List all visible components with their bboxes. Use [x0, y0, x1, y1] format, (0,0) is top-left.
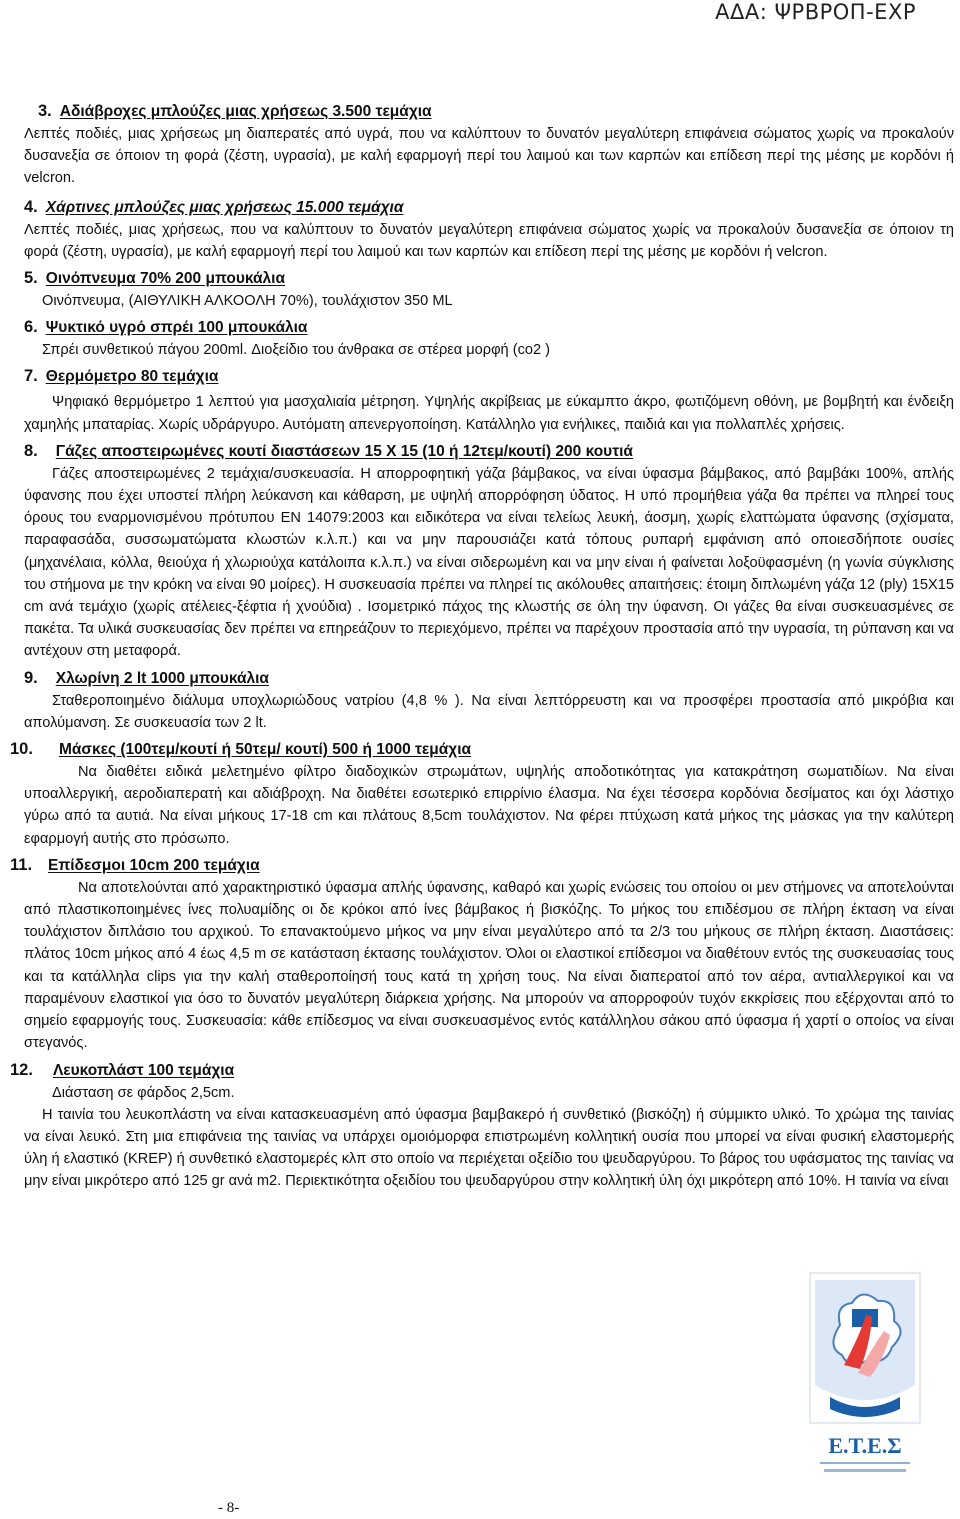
item-text: Ψηφιακό θερμόμετρο 1 λεπτού για μασχαλιαία μέτρηση. Υψηλής ακρίβειας με εύκαμπτο άκρο, φωτιζόμενη οθόνη, με βομβητή και ένδειξη χαμηλής μπαταρίας. Χωρίς υδράργυρο. Αυτόματη απενεργοποίηση. Κατάλληλο για ενήλικες, παιδιά και για πολλαπλές χρήσεις.	[24, 394, 954, 433]
item-3	[10, 100, 954, 123]
page-number: - 8-	[218, 1500, 240, 1516]
logo-text: Ε.Τ.Ε.Σ	[828, 1433, 902, 1458]
item-11	[10, 854, 954, 1055]
item-text: Σταθεροποιημένο διάλυμα υποχλωριώδους νατρίου (4,8 % ). Να είναι λεπτόρρευστη και να προσφέρει προστασία από μικρόβια και απολύμανση. Σε συσκευασία των 2 lt.	[24, 692, 954, 731]
item-heading: 10. Μάσκες (100τεμ/κουτί ή 50τεμ/ κουτί) 500 ή 1000 τεμάχια	[10, 740, 472, 759]
item-heading: 8. Γάζες αποστειρωμένες κουτί διαστάσεων 15 Χ 15 (10 ή 12τεμ/κουτί) 200 κουτιά	[24, 441, 633, 460]
item-heading: 12. Λευκοπλάστ 100 τεμάχια	[10, 1060, 235, 1079]
item-9	[10, 667, 954, 734]
item-4	[10, 196, 954, 263]
item-text: Να διαθέτει ειδικά μελετημένο φίλτρο διαδοχικών στρωμάτων, υψηλής αποδοτικότητας για κατακράτηση σωματιδίων. Να είναι υποαλλεργική, αεροδιαπερατή και αδιάβροχη. Να διαθέτει εσωτερικό επιρρίνιο έλασμα. Να έχει τέσσερα κορδόνια δεσίματος και όχι λάστιχο γύρω από τα αυτιά. Να είναι μήκους 17-18 cm και πλάτους 8,5cm τουλάχιστον. Να φέρει πτύχωση κατά μήκος της μάσκας για την καλύτερη εφαρμογή αυτής στο πρόσωπο.	[24, 764, 954, 847]
document-body	[10, 100, 954, 1193]
item-heading: 3. Αδιάβροχες μπλούζες μιας χρήσεως 3.500 τεμάχια	[38, 102, 432, 120]
item-heading: 5. Οινόπνευμα 70% 200 μπουκάλια	[24, 269, 285, 288]
item-12	[10, 1059, 954, 1193]
item-heading: 4. Χάρτινες μπλούζες μιας χρήσεως 15.000 τεμάχια	[24, 197, 404, 216]
item-7	[10, 365, 954, 435]
ada-header: ΑΔΑ: ΨΡΒΡΟΠ-ΕΧΡ	[715, 0, 916, 24]
item-text: Διάσταση σε φάρδος 2,5cm.	[52, 1084, 235, 1101]
item-heading: 11. Επίδεσμοι 10cm 200 τεμάχια	[10, 855, 260, 874]
etes-logo	[800, 1265, 930, 1505]
item-text: Να αποτελούνται από χαρακτηριστικό ύφασμα απλής ύφανσης, καθαρό και χωρίς ενώσεις του οποίου οι μεν στήμονες να αποτελούνται από πλαστικοποιημένες ίνες πολυαμίδης οι δε κρόκοι από ίνες βάμβακος ή βισκόζης. Το μήκος του επιδέσμου σε πλήρη έκταση να είναι τουλάχιστον διπλάσιο του αρχικού. Το επανακτούμενο μήκος να μην είναι μεγαλύτερο από τα 2/3 του μήκους σε πλήρη έκταση. Διαστάσεις: πλάτος 10cm μήκος από 4 έως 4,5 m σε κατάσταση έκτασης τουλάχιστον. Όλοι οι ελαστικοί επίδεσμοι να διαθέτουν εντός της συσκευασίας τους και τα κατάλληλα clips για την καλή σταθεροποίησή τους κατά τη χρήση τους. Να είναι διαπερατοί από τον αέρα, αντιαλλεργικοί και να παραμένουν ελαστικοί για όσο το δυνατόν μεγαλύτερη διάρκεια χρήσης. Να μπορούν να απορροφούν τυχόν εκκρίσεις που εξέρχονται από το σημείο εφαρμογής τους. Συσκευασία: κάθε επίδεσμος να είναι συσκευασμένος εντός κατάλληλου σάκου από ύφασμα ή χαρτί ο οποίος να είναι στεγανός.	[24, 879, 954, 1052]
item-10	[10, 738, 954, 850]
logo-subtitle-bar	[824, 1469, 906, 1472]
item-text: Λεπτές ποδιές, μιας χρήσεως, που να καλύπτουν το δυνατόν μεγαλύτερη επιφάνεια σώματος χωρίς να προκαλούν δυσανεξία σε όποιον τη φορά (ζέστη, υγρασία), με καλή εφαρμογή περί του λαιμού και των καρπών και επίδεση περί της μέσης με κορδόνι ή velcron.	[24, 221, 954, 260]
item-text: Οινόπνευμα, (ΑΙΘΥΛΙΚΗ ΑΛΚΟΟΛΗ 70%), τουλάχιστον 350 ML	[42, 293, 453, 310]
item-text: Λεπτές ποδιές, μιας χρήσεως μη διαπερατές από υγρά, που να καλύπτουν το δυνατόν μεγαλύτερη επιφάνεια σώματος χωρίς να προκαλούν δυσανεξία σε όποιον τη φορά (ζέστη, υγρασία), με καλή εφαρμογή περί του λαιμού και των καρπών και επίδεση περί της μέσης με κορδόνι ή velcron.	[24, 126, 954, 187]
item-text: Γάζες αποστειρωμένες 2 τεμάχια/συσκευασία. Η απορροφητική γάζα βάμβακος, να είναι ύφασμα βάμβακος, από βαμβάκι 100%, απλής ύφανσης που έχει υποστεί πλήρη λεύκανση και κάθαρση, με υψηλή απορρόφηση ύδατος. Η υπό προμήθεια γάζα θα πρέπει να πληρεί τους όρους του εναρμονισμένου πρότυπου ΕΝ 14079:2003 και ειδικότερα να είναι τελείως λευκή, άοσμη, χωρίς ελαττώματα ύφανσης (σχίσματα, παραφασάδα, συσσωματώματα κλωστών κ.λ.π.) και να μην παρουσιάζει κατά τόπους ρυπαρή εμφάνιση από οποιεσδήποτε ουσίες (μηχανέλαια, κόλλα, θειούχα ή χλωριούχα κατάλοιπα κ.λ.π.) να είναι σιδερωμένη και να μην είναι ή φαίνεται λοξοϋφασμένη (η γωνία σύγκλισης του στήμονα με την κρόκη να είναι 90 μοίρες). Η συσκευασία πρέπει να πληρεί τις ακόλουθες απαιτήσεις: έτοιμη διπλωμένη γάζα 12 (ply) 15X15 cm ανά τεμάχιο (χωρίς ατέλειες-ξέφτια ή χνούδια) . Ισομετρικό πάχος της κλωστής σε όλη την ύφανση. Οι γάζες θα είναι συσκευασμένες σε πακέτα. Τα υλικά συσκευασίας δεν πρέπει να επηρεάζουν το περιεχόμενο, πρέπει να παρέχουν προστασία από την υγρασία, τη ρύπανση και να αντέχουν στη μεταφορά.	[24, 465, 954, 660]
item-heading: 9. Χλωρίνη 2 lt 1000 μπουκάλια	[24, 668, 269, 687]
item-6	[10, 316, 954, 361]
item-text: Η ταινία του λευκοπλάστη να είναι κατασκευασμένη από ύφασμα βαμβακερό ή συνθετικό (βισκόζη) ή σύμμικτο υλικό. Το χρώμα της ταινίας να είναι λευκό. Στη μια επιφάνεια της ταινίας να υπάρχει ομοιόμορφα επιστρωμένη κολλητική ουσία που μπορεί να είναι φυσική ελαστομερής ύλη ή ελαστικό (KREP) ή συνθετικό ελαστομερές κλπ στο οποίο να περιέχεται οξείδιο του ψευδαργύρου. Το βάρος του υφάσματος της ταινίας να μην είναι μικρότερο από 125 gr ανά m2. Περιεκτικότητα οξειδίου του ψευδαργύρου στην κολλητική ύλη όχι μικρότερη από 10%. Η ταινία να είναι	[24, 1106, 954, 1190]
item-heading: 7. Θερμόμετρο 80 τεμάχια	[24, 367, 219, 386]
item-heading: 6. Ψυκτικό υγρό σπρέι 100 μπουκάλια	[24, 318, 308, 337]
item-text: Σπρέι συνθετικού πάγου 200ml. Διοξείδιο του άνθρακα σε στέρεα μορφή (co2 )	[42, 342, 551, 359]
item-8	[10, 440, 954, 663]
item-5	[10, 267, 954, 312]
